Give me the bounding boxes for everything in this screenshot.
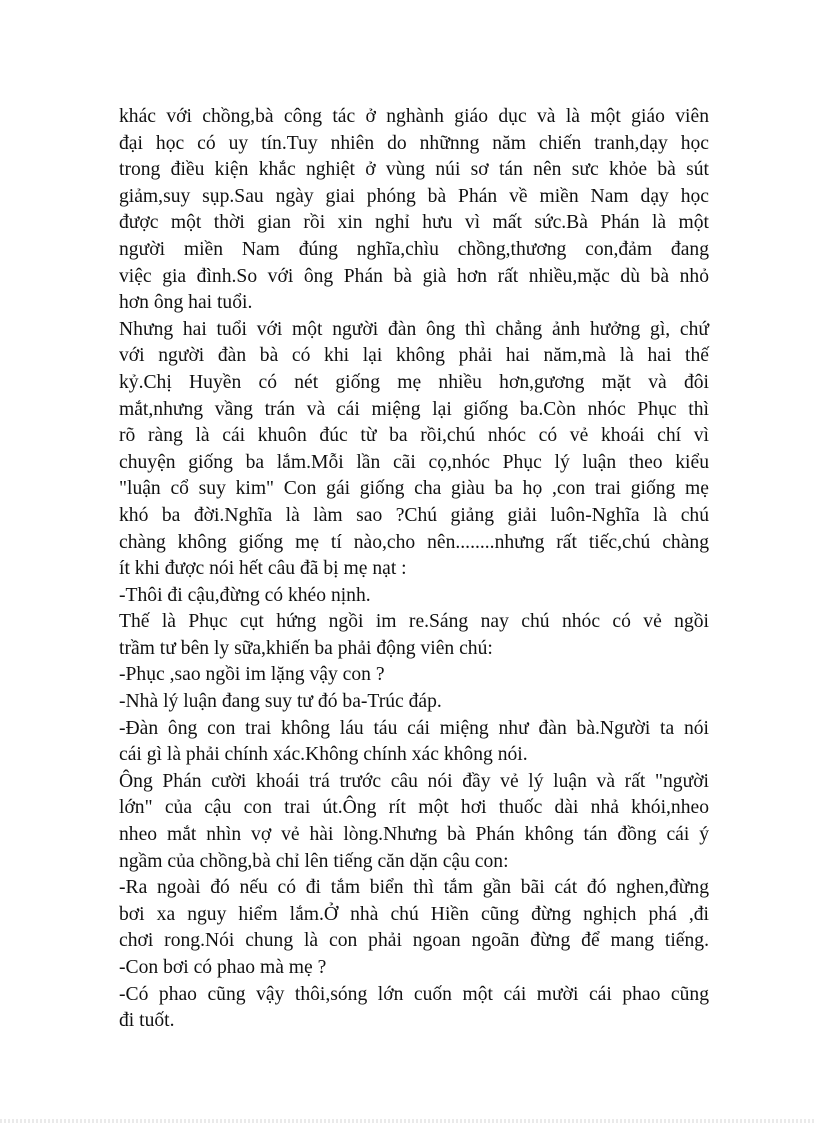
text-line: Thế là Phục cụt hứng ngồi im re.Sáng nay chú nhóc có vẻ ngồi (119, 611, 709, 633)
text-line: được một thời gian rồi xin nghỉ hưu vì mất sức.Bà Phán là một (119, 212, 709, 234)
text-line: hơn ông hai tuổi. (119, 292, 253, 314)
text-line: nheo mắt nhìn vợ vẻ hài lòng.Nhưng bà Phán không tán đồng cái ý (119, 824, 709, 846)
text-line: kỷ.Chị Huyền có nét giống mẹ nhiều hơn,gương mặt và đôi (119, 371, 709, 393)
text-line: "luận cổ suy kim" Con gái giống cha giàu ba họ ,con trai giống mẹ (119, 478, 709, 500)
text-line: người miền Nam đúng nghĩa,chìu chồng,thương con,đảm đang (119, 238, 709, 260)
text-line: bơi xa nguy hiểm lắm.Ở nhà chú Hiền cũng đừng nghịch phá ,đi (119, 903, 709, 925)
text-line: ít khi được nói hết câu đã bị mẹ nạt : (119, 558, 407, 580)
text-line: cái gì là phải chính xác.Không chính xác không nói. (119, 744, 528, 766)
text-line: -Ra ngoài đó nếu có đi tắm biển thì tắm gần bãi cát đó nghen,đừng (119, 877, 709, 899)
text-line: -Đàn ông con trai không láu táu cái miệng như đàn bà.Người ta nói (119, 717, 709, 739)
text-line: đại học có uy tín.Tuy nhiên do nhữnng năm chiến tranh,dạy học (119, 132, 709, 154)
text-line: ngầm của chồng,bà chỉ lên tiếng căn dặn cậu con: (119, 850, 509, 872)
text-line: giảm,suy sụp.Sau ngày giai phóng bà Phán về miền Nam dạy học (119, 185, 709, 207)
text-line: trầm tư bên ly sữa,khiến ba phải động viên chú: (119, 637, 493, 659)
text-line: -Phục ,sao ngồi im lặng vậy con ? (119, 664, 385, 686)
text-line: -Nhà lý luận đang suy tư đó ba-Trúc đáp. (119, 691, 442, 713)
text-line: đi tuốt. (119, 1010, 175, 1032)
text-line: -Thôi đi cậu,đừng có khéo nịnh. (119, 584, 371, 606)
text-line: rõ ràng là cái khuôn đúc từ ba rồi,chú nhóc có vẻ khoái chí vì (119, 425, 709, 447)
text-line: với người đàn bà có khi lại không phải hai năm,mà là hai thế (119, 345, 709, 367)
text-line: việc gia đình.So với ông Phán bà già hơn rất nhiều,mặc dù bà nhỏ (119, 265, 709, 287)
text-line: khác với chồng,bà công tác ở nghành giáo dục và là một giáo viên (119, 106, 709, 127)
body-text (119, 104, 709, 1035)
text-line: trong điều kiện khắc nghiệt ở vùng núi sơ tán nên sưc khỏe bà sút (119, 159, 709, 181)
text-line: chàng không giống mẹ tí nào,cho nên........nhưng rất tiếc,chú chàng (119, 531, 709, 553)
text-line: Ông Phán cười khoái trá trước câu nói đầy vẻ lý luận và rất "người (119, 770, 709, 792)
text-line: khó ba đời.Nghĩa là làm sao ?Chú giảng giải luôn-Nghĩa là chú (119, 504, 709, 526)
text-line: Nhưng hai tuổi với một người đàn ông thì chẳng ảnh hưởng gì, chứ (119, 318, 709, 340)
text-line: lớn" của cậu con trai út.Ông rít một hơi thuốc dài nhả khói,nheo (119, 797, 709, 819)
text-line: -Có phao cũng vậy thôi,sóng lớn cuốn một cái mười cái phao cũng (119, 983, 709, 1005)
text-line: chuyện giống ba lắm.Mỗi lần cãi cọ,nhóc Phục lý luận theo kiểu (119, 451, 709, 473)
page-bottom-edge (0, 1119, 816, 1123)
text-line: -Con bơi có phao mà mẹ ? (119, 957, 327, 978)
text-line: mắt,nhưng vầng trán và cái miệng lại giống ba.Còn nhóc Phục thì (119, 398, 709, 420)
text-line: chơi rong.Nói chung là con phải ngoan ngoãn đừng để mang tiếng. (119, 930, 709, 952)
